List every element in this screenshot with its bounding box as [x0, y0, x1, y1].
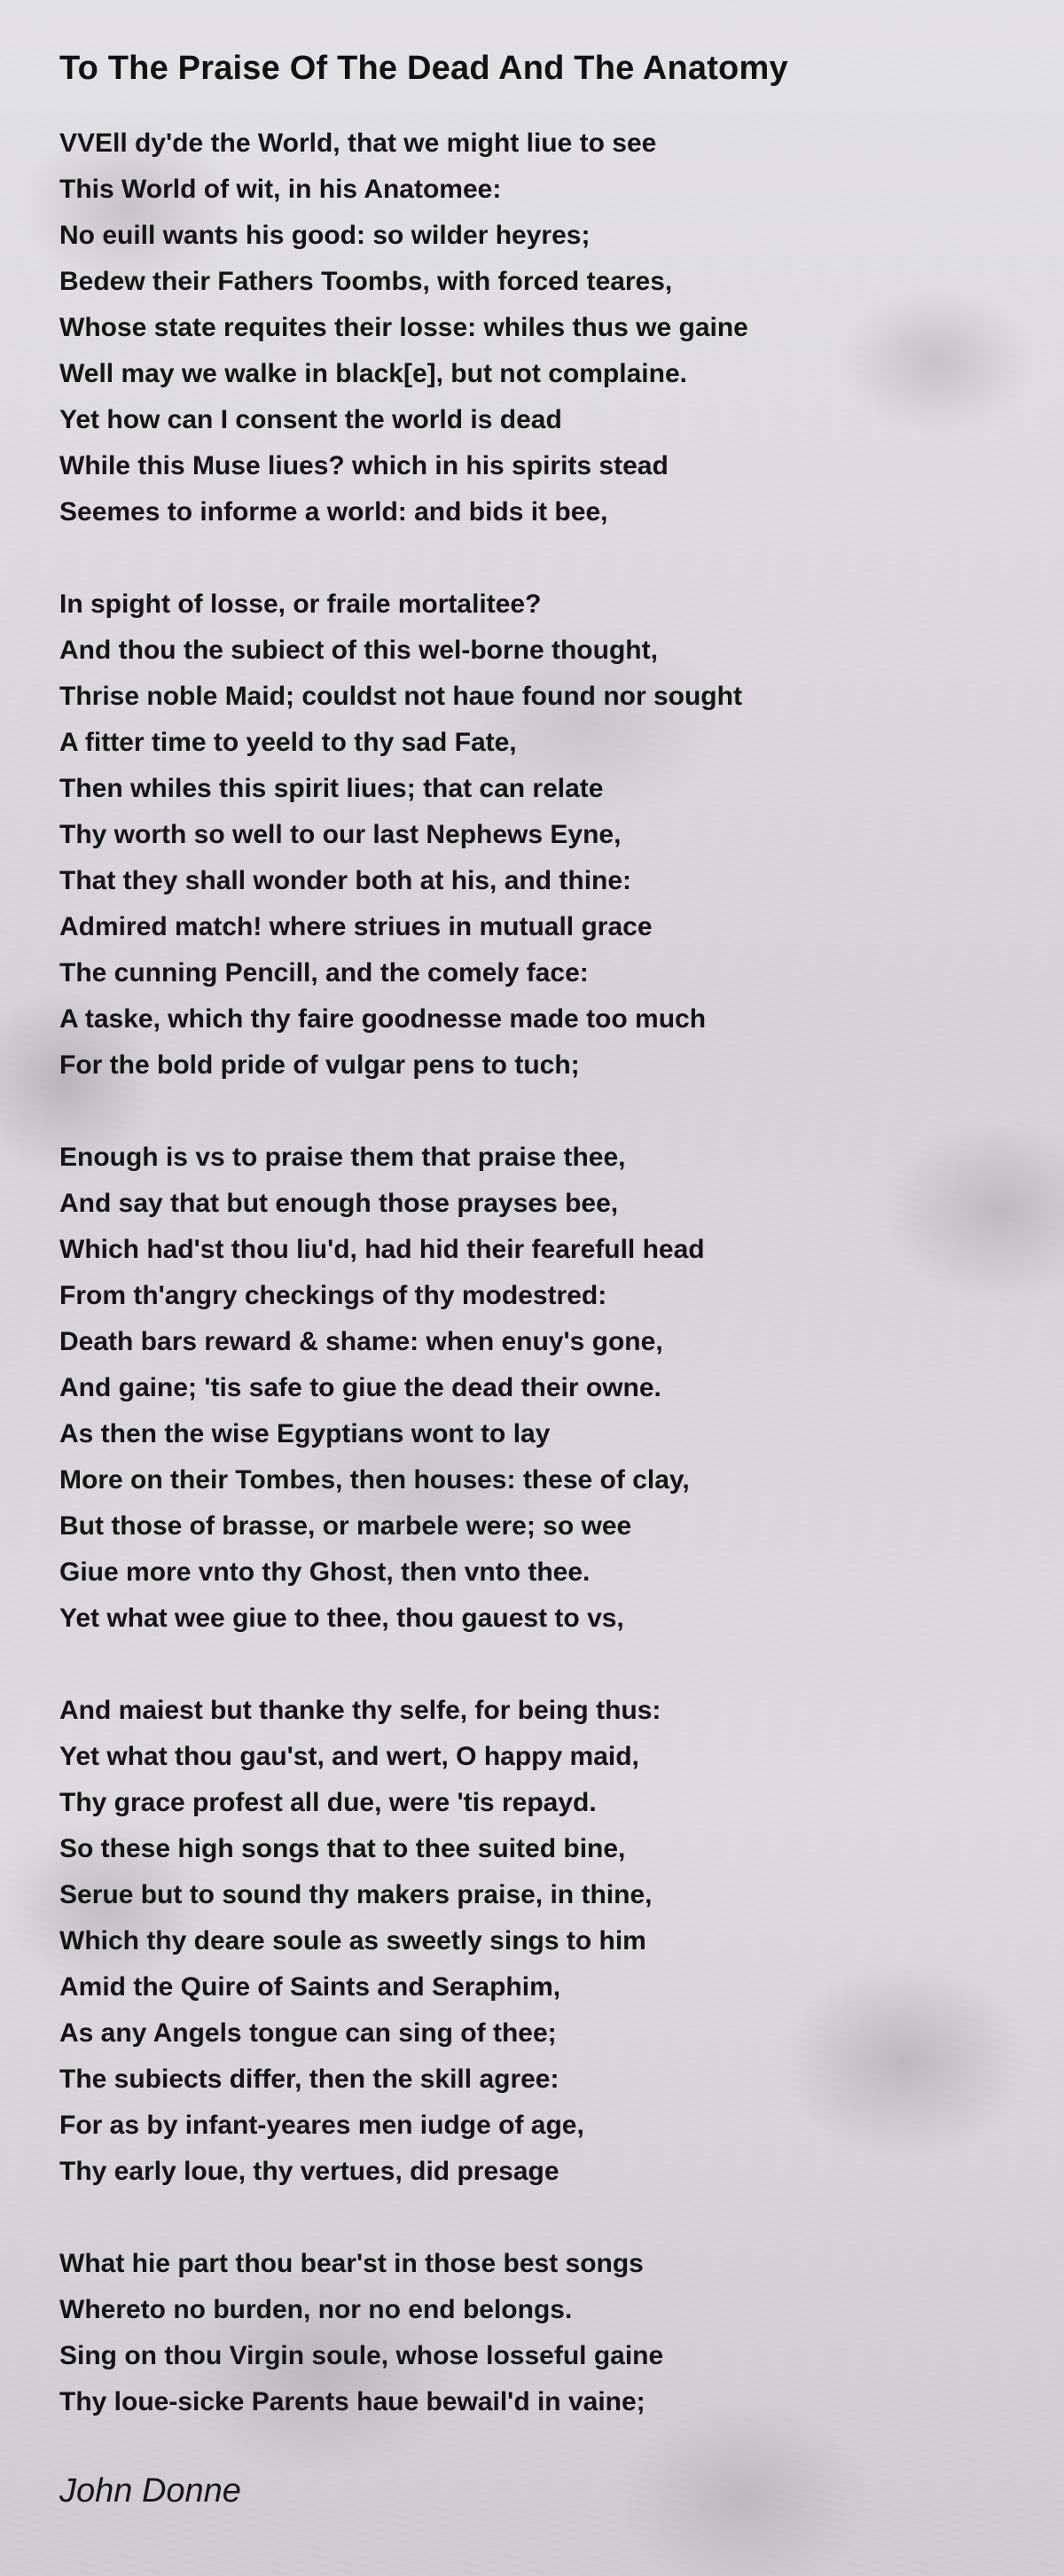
poem-line: Admired match! where striues in mutuall grace [59, 912, 653, 941]
poem-line: A taske, which thy faire goodnesse made too much [59, 1004, 707, 1034]
poem-line: That they shall wonder both at his, and thine: [59, 866, 632, 895]
poem-line: Seemes to informe a world: and bids it bee, [59, 497, 608, 527]
poem-line: For as by infant-yeares men iudge of age, [59, 2111, 584, 2140]
poem-author: John Donne [59, 2472, 241, 2510]
poem-line: And say that but enough those prayses bee, [59, 1189, 619, 1218]
poem-line: From th'angry checkings of thy modestred: [59, 1281, 607, 1310]
poem-container [59, 41, 1017, 2517]
poem-line: Thy loue-sicke Parents haue bewail'd in vaine; [59, 2387, 645, 2416]
poem-line: Thrise noble Maid; couldst not haue found nor sought [59, 682, 742, 711]
poem-stanza [59, 121, 1017, 535]
poem-line: More on their Tombes, then houses: these of clay, [59, 1465, 690, 1495]
poem-line: Yet what wee giue to thee, thou gauest to vs, [59, 1604, 624, 1633]
poem-line: Which had'st thou liu'd, had hid their fearefull head [59, 1235, 705, 1264]
poem-line: A fitter time to yeeld to thy sad Fate, [59, 728, 517, 757]
poem-line: Then whiles this spirit liues; that can relate [59, 774, 604, 803]
poem-line: Serue but to sound thy makers praise, in thine, [59, 1880, 653, 1909]
poem-line: Enough is vs to praise them that praise thee, [59, 1143, 626, 1172]
poem-line: Yet what thou gau'st, and wert, O happy maid, [59, 1742, 639, 1771]
poem-line: Whose state requites their losse: whiles thus we gaine [59, 313, 748, 342]
poem-line: What hie part thou bear'st in those best songs [59, 2249, 644, 2278]
poem-line: While this Muse liues? which in his spirits stead [59, 451, 669, 480]
poem-stanza [59, 1135, 1017, 1642]
poem-line: And gaine; 'tis safe to giue the dead their owne. [59, 1373, 661, 1402]
poem-line: VVEll dy'de the World, that we might liue to see [59, 129, 657, 158]
poem-line: And maiest but thanke thy selfe, for being thus: [59, 1696, 661, 1725]
poem-line: Bedew their Fathers Toombs, with forced teares, [59, 267, 673, 296]
poem-line: And thou the subiect of this wel-borne thought, [59, 636, 658, 665]
poem-line: The cunning Pencill, and the comely face: [59, 958, 589, 987]
poem-line: The subiects differ, then the skill agree: [59, 2065, 559, 2094]
poem-stanza [59, 582, 1017, 1089]
poem-line: Giue more vnto thy Ghost, then vnto thee. [59, 1557, 591, 1587]
poem-line: But those of brasse, or marbele were; so wee [59, 1511, 632, 1541]
poem-line: Sing on thou Virgin soule, whose losseful gaine [59, 2341, 664, 2370]
poem-line: Yet how can I consent the world is dead [59, 405, 562, 434]
poem-line: For the bold pride of vulgar pens to tuch; [59, 1050, 580, 1080]
poem-line: So these high songs that to thee suited bine, [59, 1834, 626, 1863]
poem-stanza [59, 1688, 1017, 2195]
poem-line: Death bars reward & shame: when enuy's gone, [59, 1327, 663, 1356]
poem-stanza [59, 2241, 1017, 2425]
poem-line: In spight of losse, or fraile mortalitee? [59, 589, 542, 619]
poem-line: Amid the Quire of Saints and Seraphim, [59, 1972, 561, 2002]
poem-body [59, 121, 1017, 2425]
poem-line: This World of wit, in his Anatomee: [59, 175, 502, 204]
poem-line: Well may we walke in black[e], but not complaine. [59, 359, 687, 388]
poem-line: Thy worth so well to our last Nephews Eyne, [59, 820, 622, 849]
poem-line: Thy early loue, thy vertues, did presage [59, 2157, 559, 2186]
poem-line: As any Angels tongue can sing of thee; [59, 2018, 557, 2048]
poem-title: To The Praise Of The Dead And The Anatomy [59, 50, 788, 87]
poem-line: As then the wise Egyptians wont to lay [59, 1419, 551, 1448]
poem-line: Thy grace profest all due, were 'tis repayd. [59, 1788, 597, 1817]
poem-line: Which thy deare soule as sweetly sings to him [59, 1926, 646, 1955]
poem-line: No euill wants his good: so wilder heyres; [59, 221, 591, 250]
poem-line: Whereto no burden, nor no end belongs. [59, 2295, 573, 2324]
